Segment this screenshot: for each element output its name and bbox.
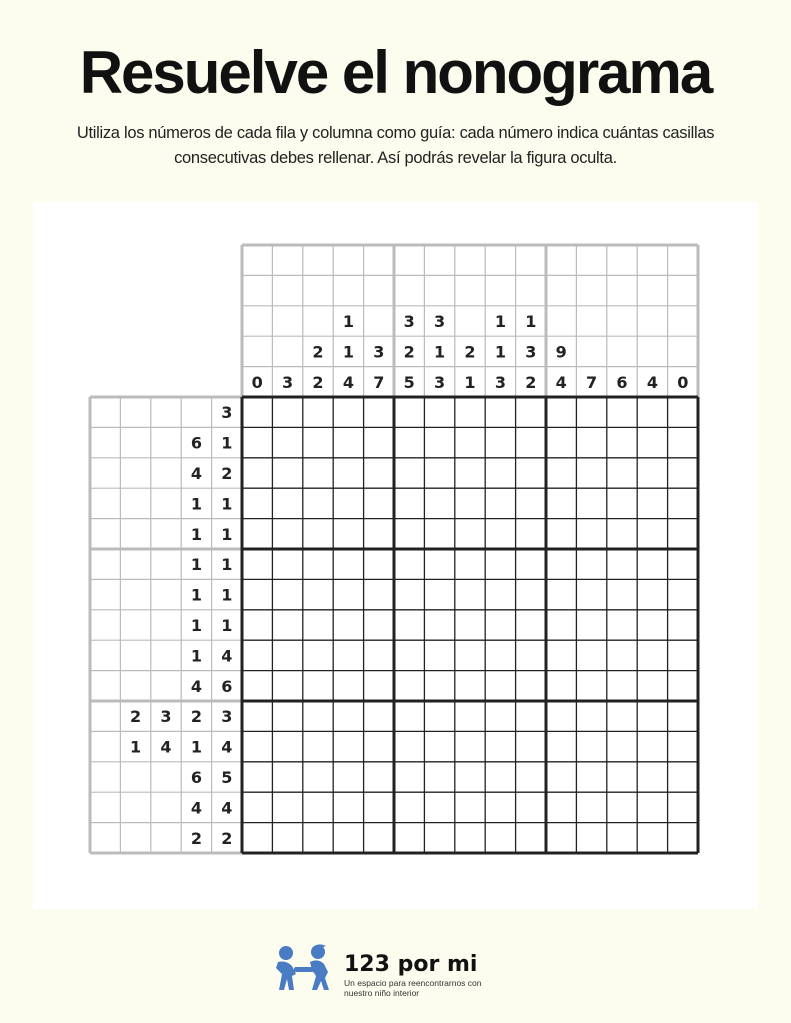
column-clue: 2 (312, 372, 324, 392)
column-clue: 1 (434, 342, 446, 362)
row-clue: 6 (190, 768, 202, 787)
column-clue: 2 (525, 372, 537, 392)
row-clue: 1 (221, 585, 233, 605)
row-clue: 1 (190, 646, 202, 666)
row-clue: 1 (221, 494, 233, 514)
column-clue: 4 (555, 372, 567, 392)
instructions-line-1: Utiliza los números de cada fila y columna como guía: cada número indica cuántas casillas (76, 124, 715, 142)
page-title: Resuelve el nonograma (79, 39, 712, 106)
row-clue: 3 (160, 707, 172, 727)
row-clue: 2 (130, 707, 142, 727)
row-clue: 6 (190, 433, 202, 453)
row-clue: 4 (221, 737, 233, 757)
row-clue: 6 (221, 676, 233, 696)
row-clue: 1 (130, 737, 142, 757)
row-clue: 1 (190, 616, 202, 635)
brand-tagline: Un espacio para reencontrarnos con nuestro niño interior (344, 978, 482, 998)
column-clue: 1 (494, 312, 506, 331)
row-clue: 1 (221, 433, 233, 453)
column-clue: 1 (342, 342, 354, 362)
row-clue: 1 (190, 585, 202, 605)
column-clue: 9 (555, 342, 567, 362)
column-clue: 1 (342, 312, 354, 331)
row-clue: 2 (221, 828, 233, 848)
two-children-dancing-icon (272, 944, 336, 996)
row-clue: 1 (221, 524, 233, 544)
row-clue: 2 (221, 464, 233, 483)
row-clue: 4 (160, 737, 172, 757)
column-clue: 2 (312, 342, 324, 362)
column-clue: 3 (373, 342, 385, 362)
column-clue: 2 (464, 342, 476, 362)
column-clue: 0 (677, 372, 689, 392)
column-clue: 3 (403, 312, 415, 331)
column-clue: 3 (282, 372, 294, 392)
column-clue: 6 (616, 372, 628, 392)
row-clue: 1 (190, 494, 202, 514)
row-clue: 4 (190, 676, 202, 696)
column-clue: 7 (373, 372, 385, 392)
instructions-line-2: consecutivas debes rellenar. Así podrás revelar la figura oculta. (174, 149, 617, 167)
row-clue: 1 (221, 616, 233, 635)
row-clue: 1 (221, 555, 233, 575)
column-clue: 7 (586, 372, 598, 392)
column-clue: 3 (434, 372, 446, 392)
column-clue: 4 (646, 372, 658, 392)
column-clue: 3 (525, 342, 537, 362)
row-clue: 1 (190, 555, 202, 575)
column-clue: 3 (434, 312, 446, 331)
row-clue: 2 (190, 707, 202, 727)
column-clue: 2 (403, 342, 415, 362)
row-clue: 4 (221, 646, 233, 666)
column-clue: 1 (464, 372, 476, 392)
row-clue: 1 (190, 524, 202, 544)
row-clue: 3 (221, 403, 233, 423)
column-clue: 5 (403, 372, 415, 392)
row-clue: 5 (221, 768, 233, 787)
row-clue: 2 (190, 828, 202, 848)
column-clue: 0 (251, 372, 263, 392)
row-clue: 4 (221, 798, 233, 818)
row-clue: 4 (190, 798, 202, 818)
column-clue: 3 (494, 372, 506, 392)
brand-name: 123 por mi (344, 952, 478, 977)
row-clue: 4 (190, 464, 202, 483)
column-clue: 4 (342, 372, 354, 392)
column-clue: 1 (494, 342, 506, 362)
row-clue: 3 (221, 707, 233, 727)
row-clue: 1 (190, 737, 202, 757)
column-clue: 1 (525, 312, 537, 331)
